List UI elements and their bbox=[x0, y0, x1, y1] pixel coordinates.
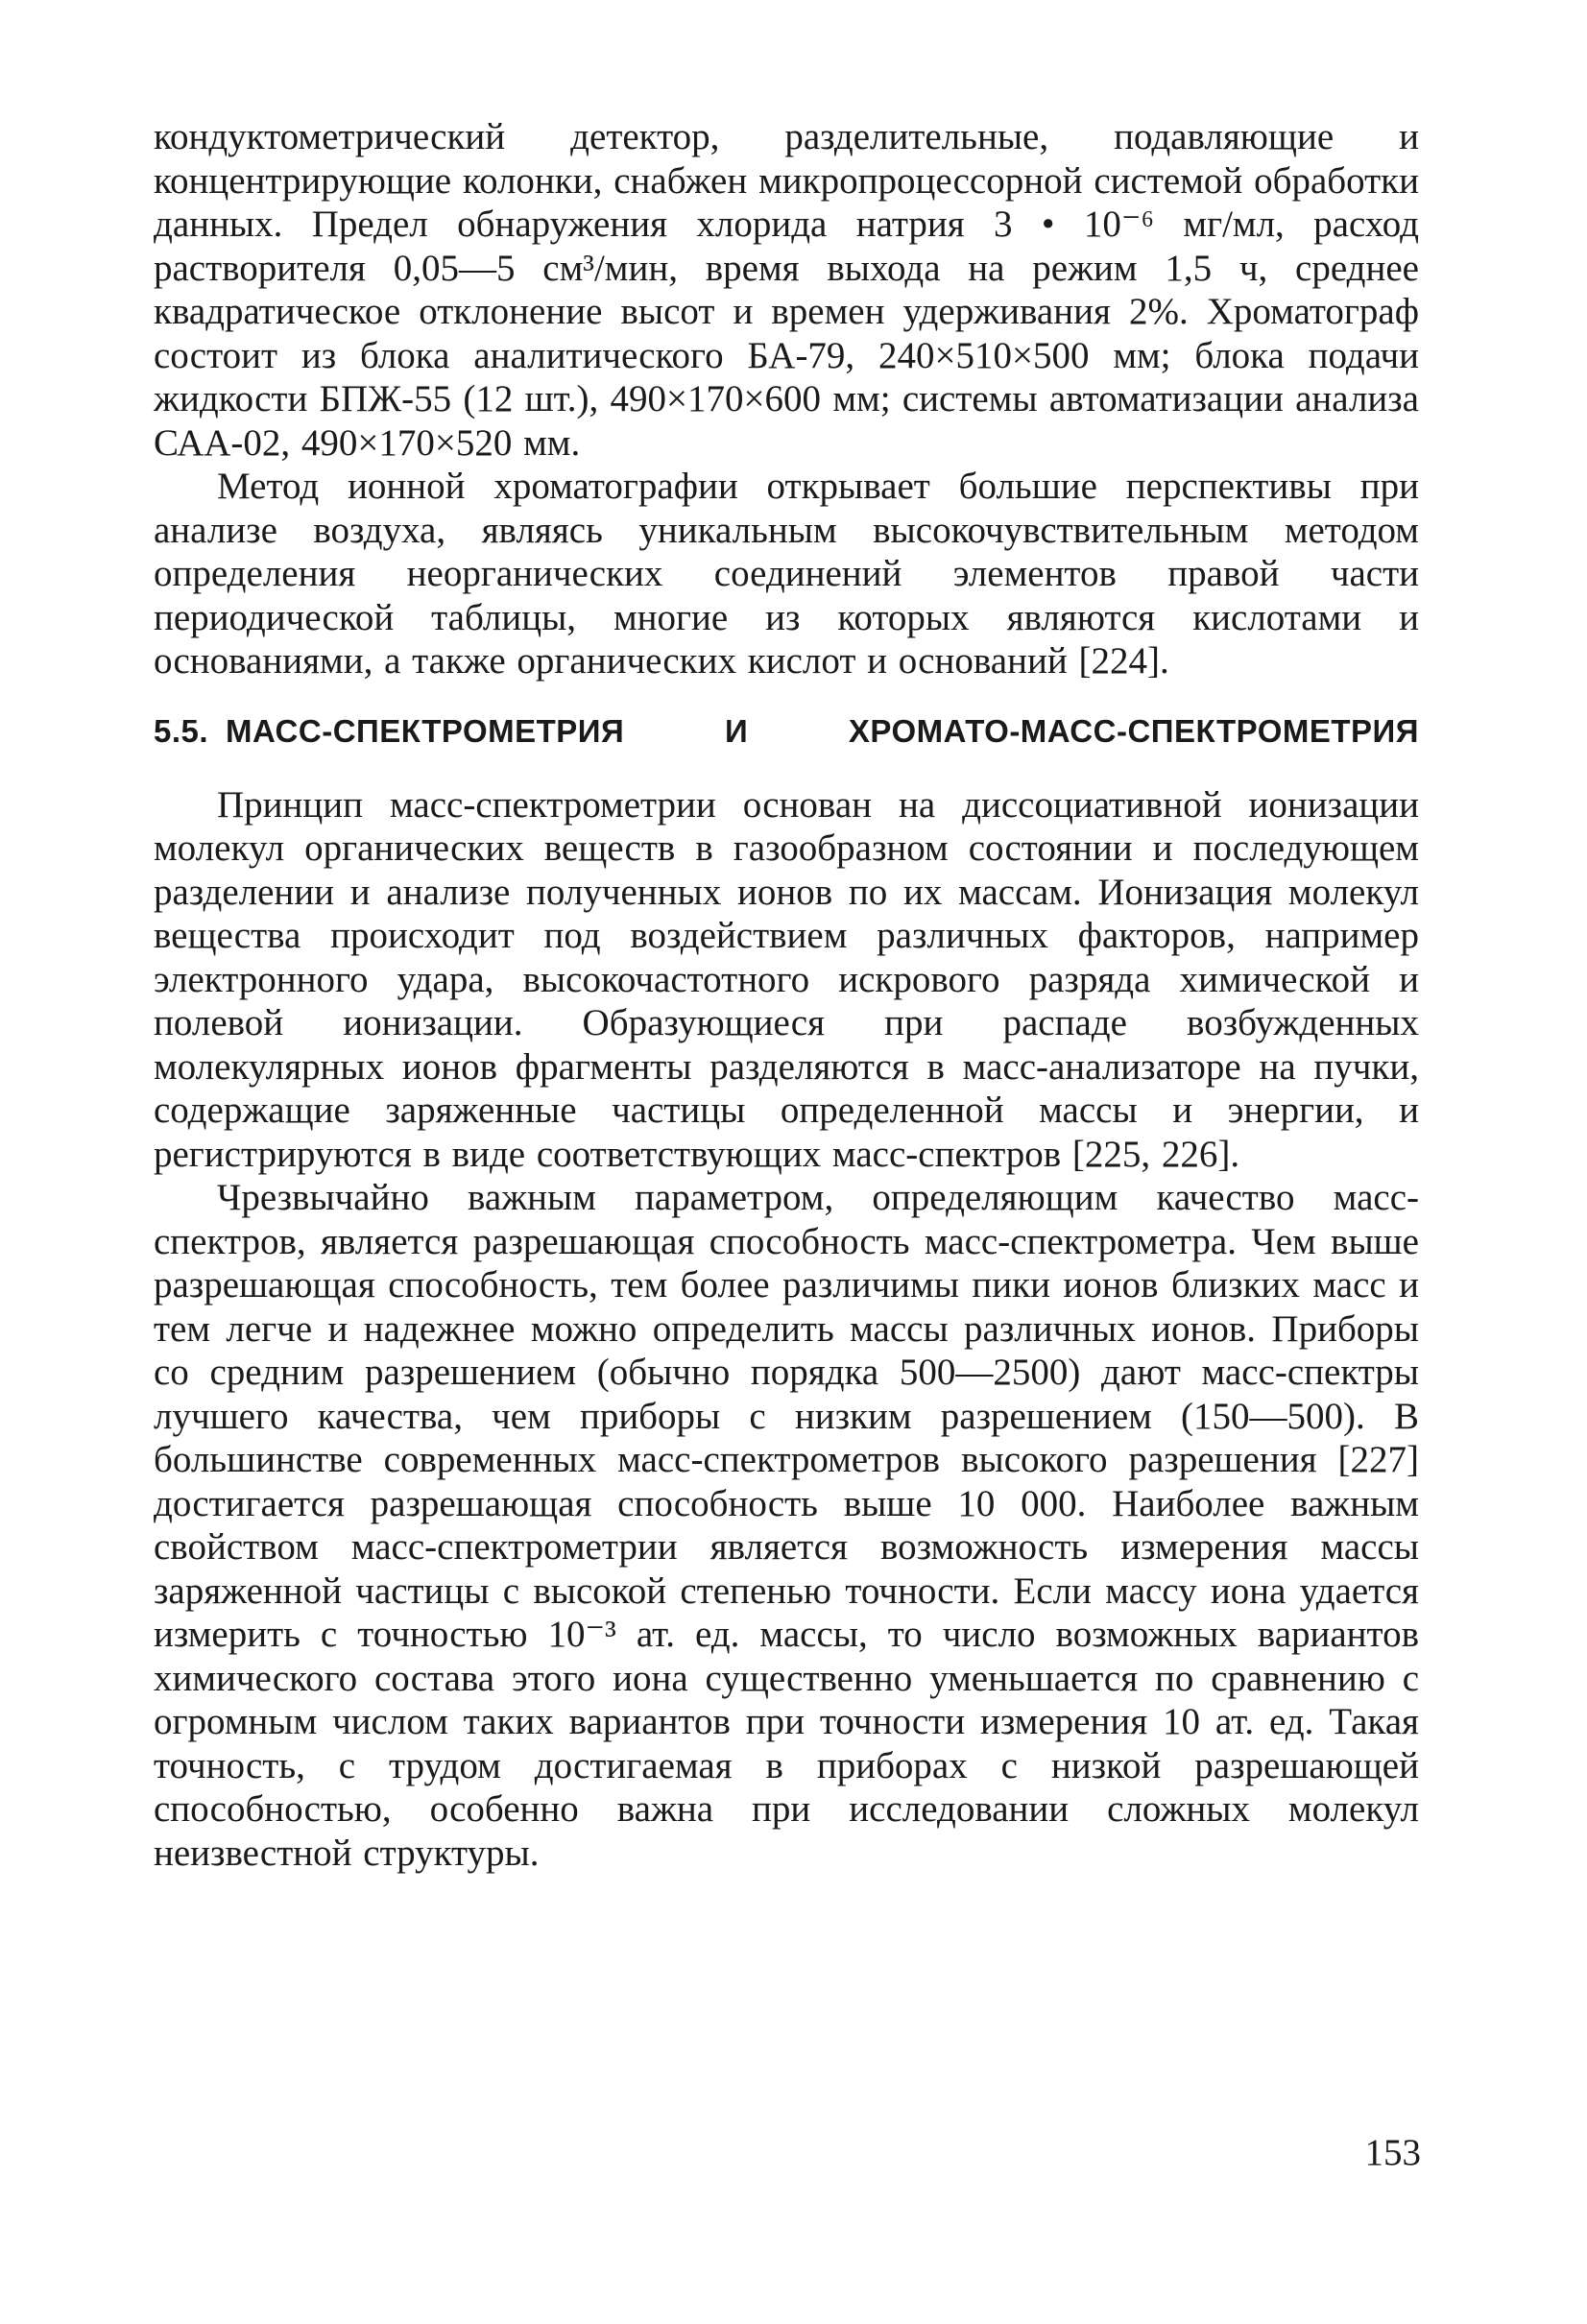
section-heading bbox=[154, 712, 1419, 751]
paragraph-4: Чрезвычайно важным параметром, определяющим качество масс-спектров, является разрешающая способность масс-спектрометра. Чем выше разрешающая способность, тем более различимы пики ионов близких масс и тем легче и надежнее можно определить массы различных ионов. Приборы со средним разрешением (обычно порядка 500—2500) дают масс-спектры лучшего качества, чем приборы с низким разрешением (150—500). В большинстве современных масс-спектрометров высокого разрешения [227] достигается разрешающая способность выше 10 000. Наиболее важным свойством масс-спектрометрии является возможность измерения массы заряженной частицы с высокой степенью точности. Если массу иона удается измерить с точностью 10⁻³ ат. ед. массы, то число возможных вариантов химического состава этого иона существенно уменьшается по сравнению с огромным числом таких вариантов при точности измерения 10 ат. ед. Такая точность, с трудом достигаемая в приборах с низкой разрешающей способностью, особенно важна при исследовании сложных молекул неизвестной структуры. bbox=[154, 1177, 1419, 1874]
page-number: 153 bbox=[1364, 2132, 1421, 2173]
section-number: 5.5. bbox=[154, 712, 209, 749]
section-title: МАСС-СПЕКТРОМЕТРИЯ И ХРОМАТО-МАСС-СПЕКТРОМЕТРИЯ bbox=[226, 712, 1419, 749]
paragraph-3: Принцип масс-спектрометрии основан на диссоциативной ионизации молекул органических веществ в газообразном состоянии и последующем разделении и анализе полученных ионов по их массам. Ионизация молекул вещества происходит под воздействием различных факторов, например электронного удара, высокочастотного искрового разряда химической и полевой ионизации. Образующиеся при распаде возбужденных молекулярных ионов фрагменты разделяются в масс-анализаторе на пучки, содержащие заряженные частицы определенной массы и энергии, и регистрируются в виде соответствующих масс-спектров [225, 226]. bbox=[154, 783, 1419, 1175]
page-body bbox=[154, 115, 1419, 1875]
paragraph-1: кондуктометрический детектор, разделительные, подавляющие и концентрирующие колонки, снабжен микропроцессорной системой обработки данных. Предел обнаружения хлорида натрия 3 • 10⁻⁶ мг/мл, расход растворителя 0,05—5 см³/мин, время выхода на режим 1,5 ч, среднее квадратическое отклонение высот и времен удерживания 2%. Хроматограф состоит из блока аналитического БА-79, 240×510×500 мм; блока подачи жидкости БПЖ-55 (12 шт.), 490×170×600 мм; системы автоматизации анализа САА-02, 490×170×520 мм. bbox=[154, 116, 1419, 464]
paragraph-2: Метод ионной хроматографии открывает большие перспективы при анализе воздуха, являясь уникальным высокочувствительным методом определения неорганических соединений элементов правой части периодической таблицы, многие из которых являются кислотами и основаниями, а также органических кислот и оснований [224]. bbox=[154, 466, 1419, 682]
